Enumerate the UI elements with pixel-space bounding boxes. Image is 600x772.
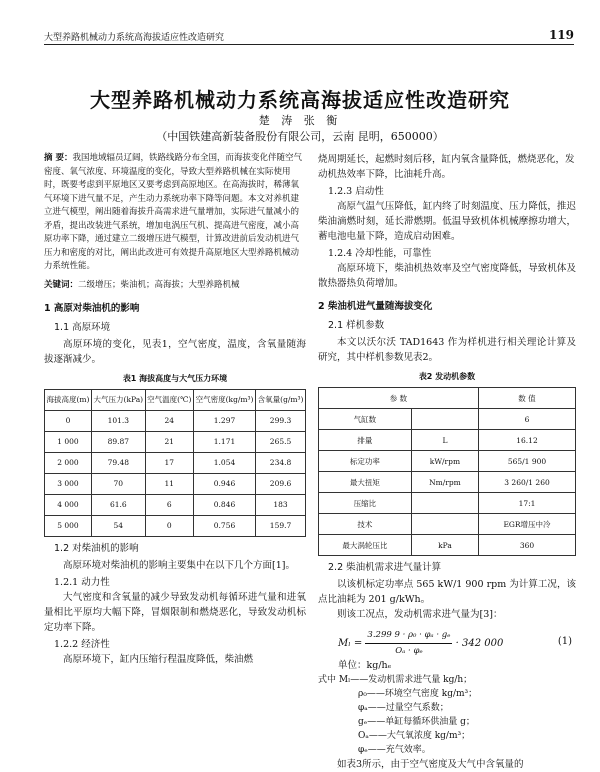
abstract-text: 我国地域辐员辽阔，铁路线路分布全国，而海拔变化伴随空气密度、氧气浓度、环境温度的变化，导致大型养路机械在实际使用时，既要考虑到平原地区又要考虑到高原地区。在高海拔时，稀薄氧气环境下进气量不足，产生动力系统功率下降等问题。本文对养机建立进气模型，阐出随着海拔升高需求进气量增加，实际进气量减小的矛盾，提出改装进气系统，增加电涡压气机、提高进气密度，减小高原功率下降，通过建立二级增压进气模型，计算改进前后发动机进气压力和密度的对比，阐出此改进可有效提升高原地区大型养路机械动力系统性能。 [44,153,302,271]
table-row [45,473,306,494]
table-cell: 0 [145,515,193,536]
table-cell: 16.12 [479,430,576,451]
paper-affiliation: （中国铁建高新装备股份有限公司，云南 昆明，650000） [156,130,444,143]
body-paragraph: 高原环境下，缸内压缩行程温度降低，柴油燃 [63,653,254,665]
table-cell: 17 [145,452,193,473]
table-cell: 299.3 [256,410,306,431]
table-cell [411,514,478,535]
formula-numerator: 3.299 9 · ρ₀ · φₐ · gₑ [365,628,452,644]
table1 [44,389,306,537]
body-paragraph: 高原环境对柴油机的影响主要集中在以下几个方面[1]。 [63,559,295,571]
body-paragraph: 高原环境的变化，见表1，空气密度，温度，含氧量随海拔逐渐减少。 [44,338,306,365]
table-cell: 0.846 [193,494,255,515]
table-cell: 最大扭矩 [319,472,412,493]
table-cell: 21 [145,431,193,452]
table-header-cell: 含氧量(g/m³) [256,389,306,410]
subsubsection-heading: 1.2.3 启动性 [328,186,384,197]
symbol-definition: Oₐ——大气氧浓度 kg/m³； [358,731,471,741]
table-row [319,472,576,493]
subsection-heading: 1.1 高原环境 [54,321,111,333]
table-cell: 360 [479,535,576,556]
table-cell [411,409,478,430]
table-cell: 61.6 [91,494,145,515]
table-cell: Nm/rpm [411,472,478,493]
table-cell: 压缩比 [319,493,412,514]
table-row [45,452,306,473]
subsubsection-heading: 1.2.2 经济性 [54,638,110,650]
section-heading: 1 高原对柴油机的影响 [44,302,140,314]
body-paragraph: 本文以沃尔沃 TAD1643 作为样机进行相关理论计算及研究，其中样机参数见表2。 [318,337,576,363]
right-column [318,152,576,772]
body-paragraph: 以该机标定功率点 565 kW/1 900 rpm 为计算工况，该点比油耗为 201 g/kWh。 [318,579,576,605]
table-cell: 最大涡轮压比 [319,535,412,556]
table-header-cell: 海拔高度(m) [45,389,92,410]
table-cell: 17:1 [479,493,576,514]
table2-caption: 表2 发动机参数 [418,372,476,381]
table-cell: 1.297 [193,410,255,431]
symbol-list [318,673,576,757]
table-cell: 技术 [319,514,412,535]
table-cell: 234.8 [256,452,306,473]
page-number: 119 [548,28,574,42]
table-cell: 265.5 [256,431,306,452]
table-cell: 3 260/1 260 [479,472,576,493]
table-cell: 11 [145,473,193,494]
symbol-definition: ρ₀——环境空气密度 kg/m³； [358,689,478,699]
table-cell: 排量 [319,430,412,451]
table-cell: 79.48 [91,452,145,473]
running-header [44,28,574,45]
table-cell: 159.7 [256,515,306,536]
table-cell: 183 [256,494,306,515]
table-cell [411,493,478,514]
keywords-text: 二级增压；柴油机；高海拔；大型养路机械 [78,279,240,290]
table-row [45,410,306,431]
table-cell: 1.171 [193,431,255,452]
symbol-definition: 式中 Mₗ——发动机需求进气量 kg/h； [318,675,473,685]
table-cell: 6 [145,494,193,515]
table-row [319,409,576,430]
table-cell: 54 [91,515,145,536]
table2 [318,387,576,556]
table-header-cell: 空气密度(kg/m³) [193,389,255,410]
table-cell: L [411,430,478,451]
table-cell: 标定功率 [319,451,412,472]
subsubsection-heading: 1.2.1 动力性 [54,576,110,588]
table1-caption: 表1 海拔高度与大气压力环境 [122,373,228,383]
table-cell: 0 [45,410,92,431]
paper-authors: 楚 涛 张 衡 [258,114,342,127]
left-column [44,152,306,667]
table-header-cell: 数 值 [479,388,576,409]
table-cell: 89.87 [91,431,145,452]
table-row [45,515,306,536]
subsubsection-heading: 1.2.4 冷却性能，可靠性 [328,248,432,259]
table-cell: 565/1 900 [479,451,576,472]
formula-tail: · 342 000 [455,638,504,649]
symbol-definition: φₑ——充气效率。 [358,745,431,755]
table-row [319,451,576,472]
table-cell: 1 000 [45,431,92,452]
abstract [44,152,306,274]
subsection-heading: 2.1 样机参数 [328,320,385,331]
table-row [319,535,576,556]
abstract-label: 摘 要： [44,153,73,163]
symbol-definition: gₑ——单缸每循环供油量 g； [358,717,475,727]
running-head-title: 大型养路机械动力系统高海拔适应性改造研究 [44,33,225,43]
keywords [44,278,306,293]
body-paragraph: 如表3所示，由于空气密度及大气中含氧量的 [337,759,524,770]
body-paragraph: 高原环境下，柴油机热效率及空气密度降低，导致机体及散热器热负荷增加。 [318,263,576,289]
table-cell: 4 000 [45,494,92,515]
keywords-label: 关键词： [44,279,79,290]
table-header-cell: 大气压力(kPa) [91,389,145,410]
table-cell: kPa [411,535,478,556]
table-cell: 24 [145,410,193,431]
table-header-row [45,389,306,410]
table-row [45,431,306,452]
table-cell: 2 000 [45,452,92,473]
table-header-row [319,388,576,409]
formula-denominator: Oₐ · φₑ [395,646,423,656]
subsection-heading: 1.2 对柴油机的影响 [54,542,139,554]
table-cell: 70 [91,473,145,494]
table-cell: kW/rpm [411,451,478,472]
table-cell: 209.6 [256,473,306,494]
body-paragraph: 大气密度和含氧量的减少导致发动机每循环进气量和进氧量相比平原均大幅下降，冒烟限制和燃烧恶化，导致发动机标定功率下降。 [44,591,306,633]
table-cell: 5 000 [45,515,92,536]
symbol-definition: φₐ——过量空气系数； [358,703,449,713]
table-cell: 6 [479,409,576,430]
table-cell: 气缸数 [319,409,412,430]
table-header-cell: 参 数 [319,388,479,409]
unit-line: 单位：kg/hₑ [338,660,392,671]
formula-fraction [365,628,452,659]
equation-number: (1) [557,636,572,647]
table-cell: EGR增压中冷 [479,514,576,535]
table-row [45,494,306,515]
table-cell: 1.054 [193,452,255,473]
equation-1 [338,628,576,654]
subsection-heading: 2.2 柴油机需求进气量计算 [328,562,442,573]
table-cell: 0.946 [193,473,255,494]
table-row [319,493,576,514]
formula-lhs: Mₗ = [338,638,363,649]
table-row [319,430,576,451]
section-heading: 2 柴油机进气量随海拔变化 [318,301,433,312]
paper-title: 大型养路机械动力系统高海拔适应性改造研究 [90,88,510,112]
body-paragraph: 高原气温气压降低，缸内终了时刻温度、压力降低，推迟柴油滴燃时刻，延长滞燃期。低温导致机体机械摩擦功增大，蓄电池电量下降，造成启动困难。 [318,201,576,242]
body-paragraph: 则该工况点，发动机需求进气量为[3]： [337,609,503,620]
table-cell: 3 000 [45,473,92,494]
body-paragraph: 烧周期延长，起燃时刻后移，缸内氧含量降低，燃烧恶化，发动机热效率下降，比油耗升高。 [318,154,575,180]
table-header-cell: 空气温度(℃) [145,389,193,410]
table-cell: 0.756 [193,515,255,536]
table-cell: 101.3 [91,410,145,431]
table-row [319,514,576,535]
